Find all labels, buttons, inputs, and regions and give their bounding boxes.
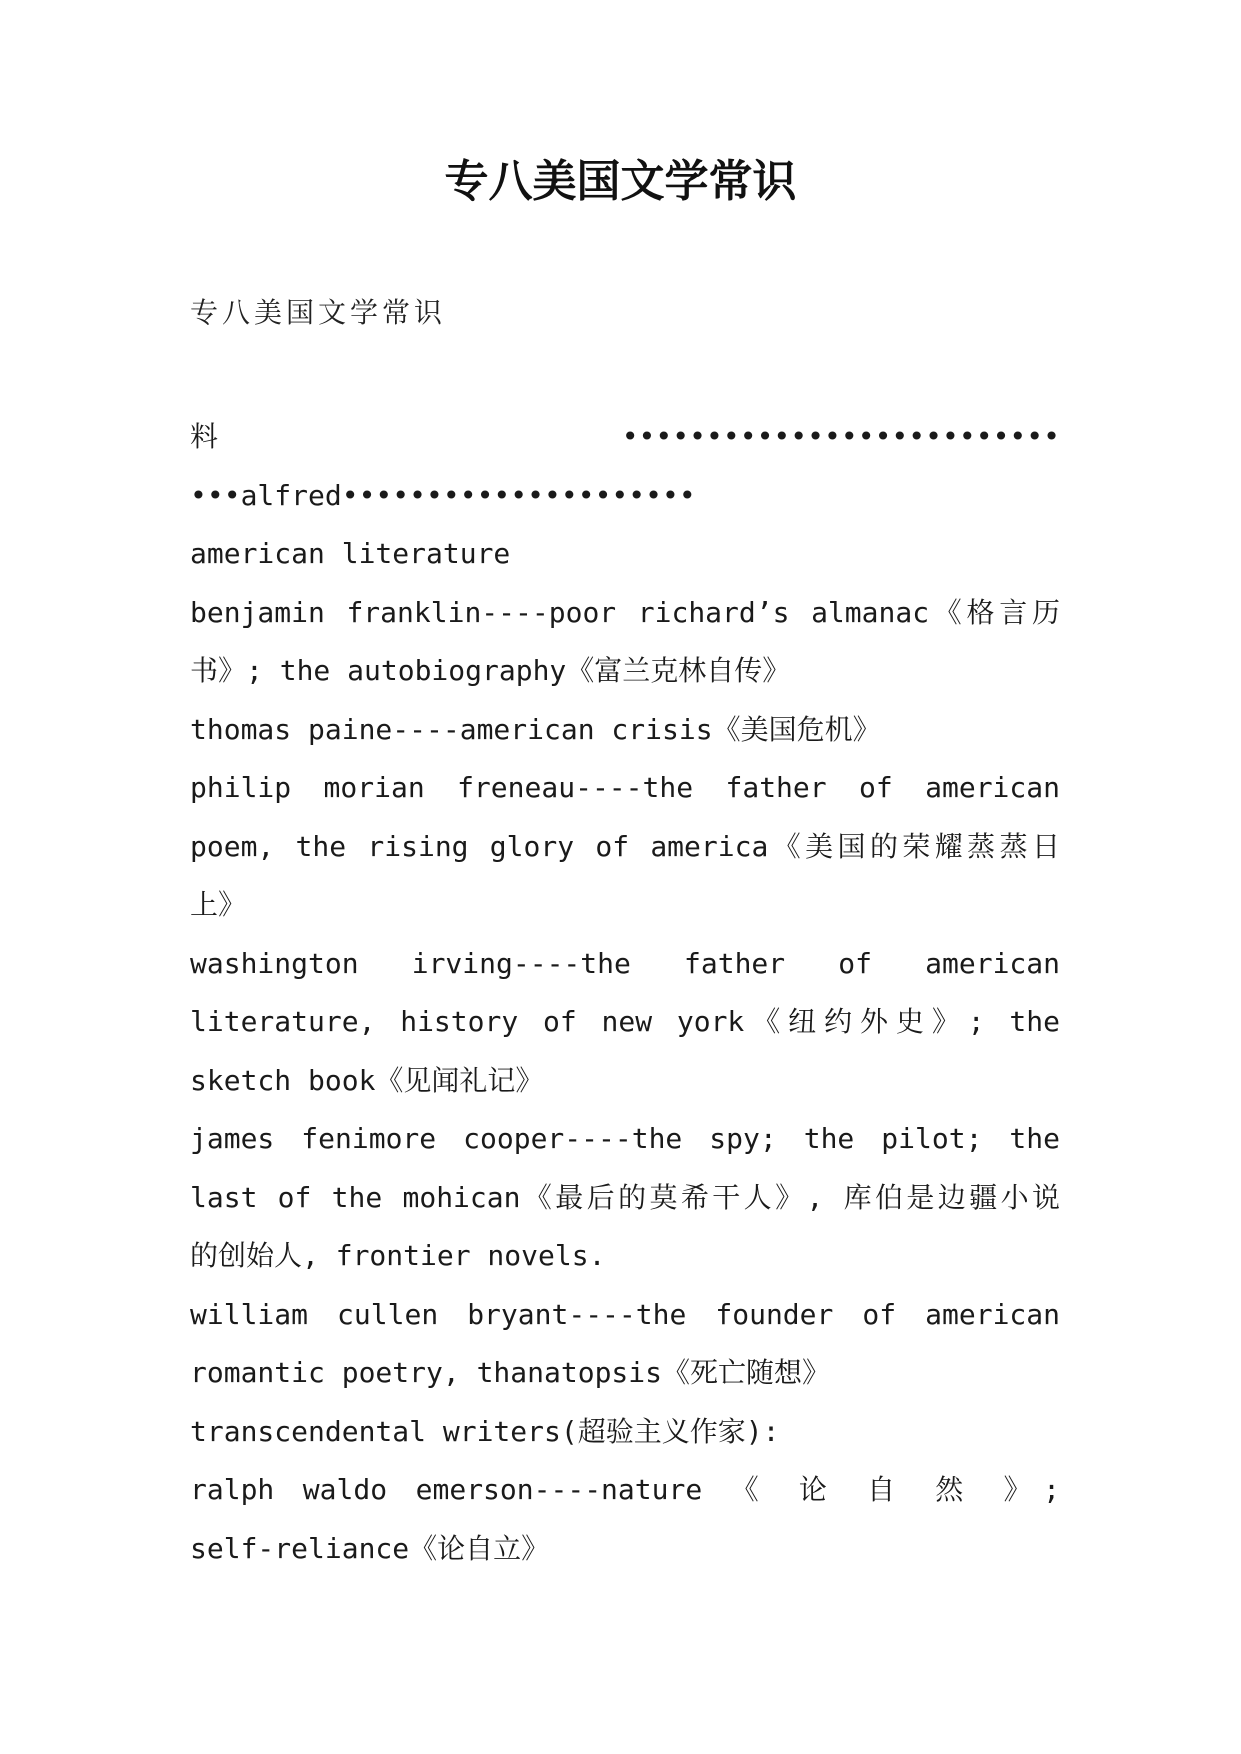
text-line: american literature [190, 537, 511, 570]
text-line: james fenimore cooper----the spy; the pilot; the [190, 1122, 1060, 1155]
text-line: transcendental writers(超验主义作家): [190, 1414, 780, 1448]
text-line: sketch book《见闻礼记》 [190, 1063, 544, 1097]
text-line: benjamin franklin----poor richard’s almanac《格言历 [190, 595, 1060, 629]
text-line: washington irving----the father of american [190, 946, 1060, 980]
document-subtitle: 专八美国文学常识 [190, 296, 447, 329]
text-line: philip morian freneau----the father of american [190, 771, 1060, 804]
document-title: 专八美国文学常识 [444, 156, 797, 207]
text-line: last of the mohican《最后的莫希干人》, 库伯是边疆小说 [190, 1180, 1060, 1214]
text-line: 书》; the autobiography《富兰克林自传》 [190, 654, 791, 687]
document-body [190, 408, 1060, 1578]
text-line: 的创始人, frontier novels. [190, 1239, 606, 1272]
text-line: poem, the rising glory of america《美国的荣耀蒸蒸日 [190, 829, 1060, 863]
text-line: thomas paine----american crisis《美国危机》 [190, 712, 881, 746]
text-line: romantic poetry, thanatopsis《死亡随想》 [190, 1356, 831, 1389]
text-line: literature, history of new york《纽约外史》; the [190, 1005, 1060, 1038]
text-line: william cullen bryant----the founder of american [190, 1297, 1060, 1331]
text-line: •••alfred••••••••••••••••••••• [190, 478, 696, 512]
text-line: 料•••••••••••••••••••••••••• [190, 420, 1060, 453]
text-line: ralph waldo emerson----nature 《 论 自 然 》; [190, 1473, 1060, 1506]
text-line: 上》 [190, 888, 247, 921]
text-line: self-reliance《论自立》 [190, 1531, 550, 1565]
